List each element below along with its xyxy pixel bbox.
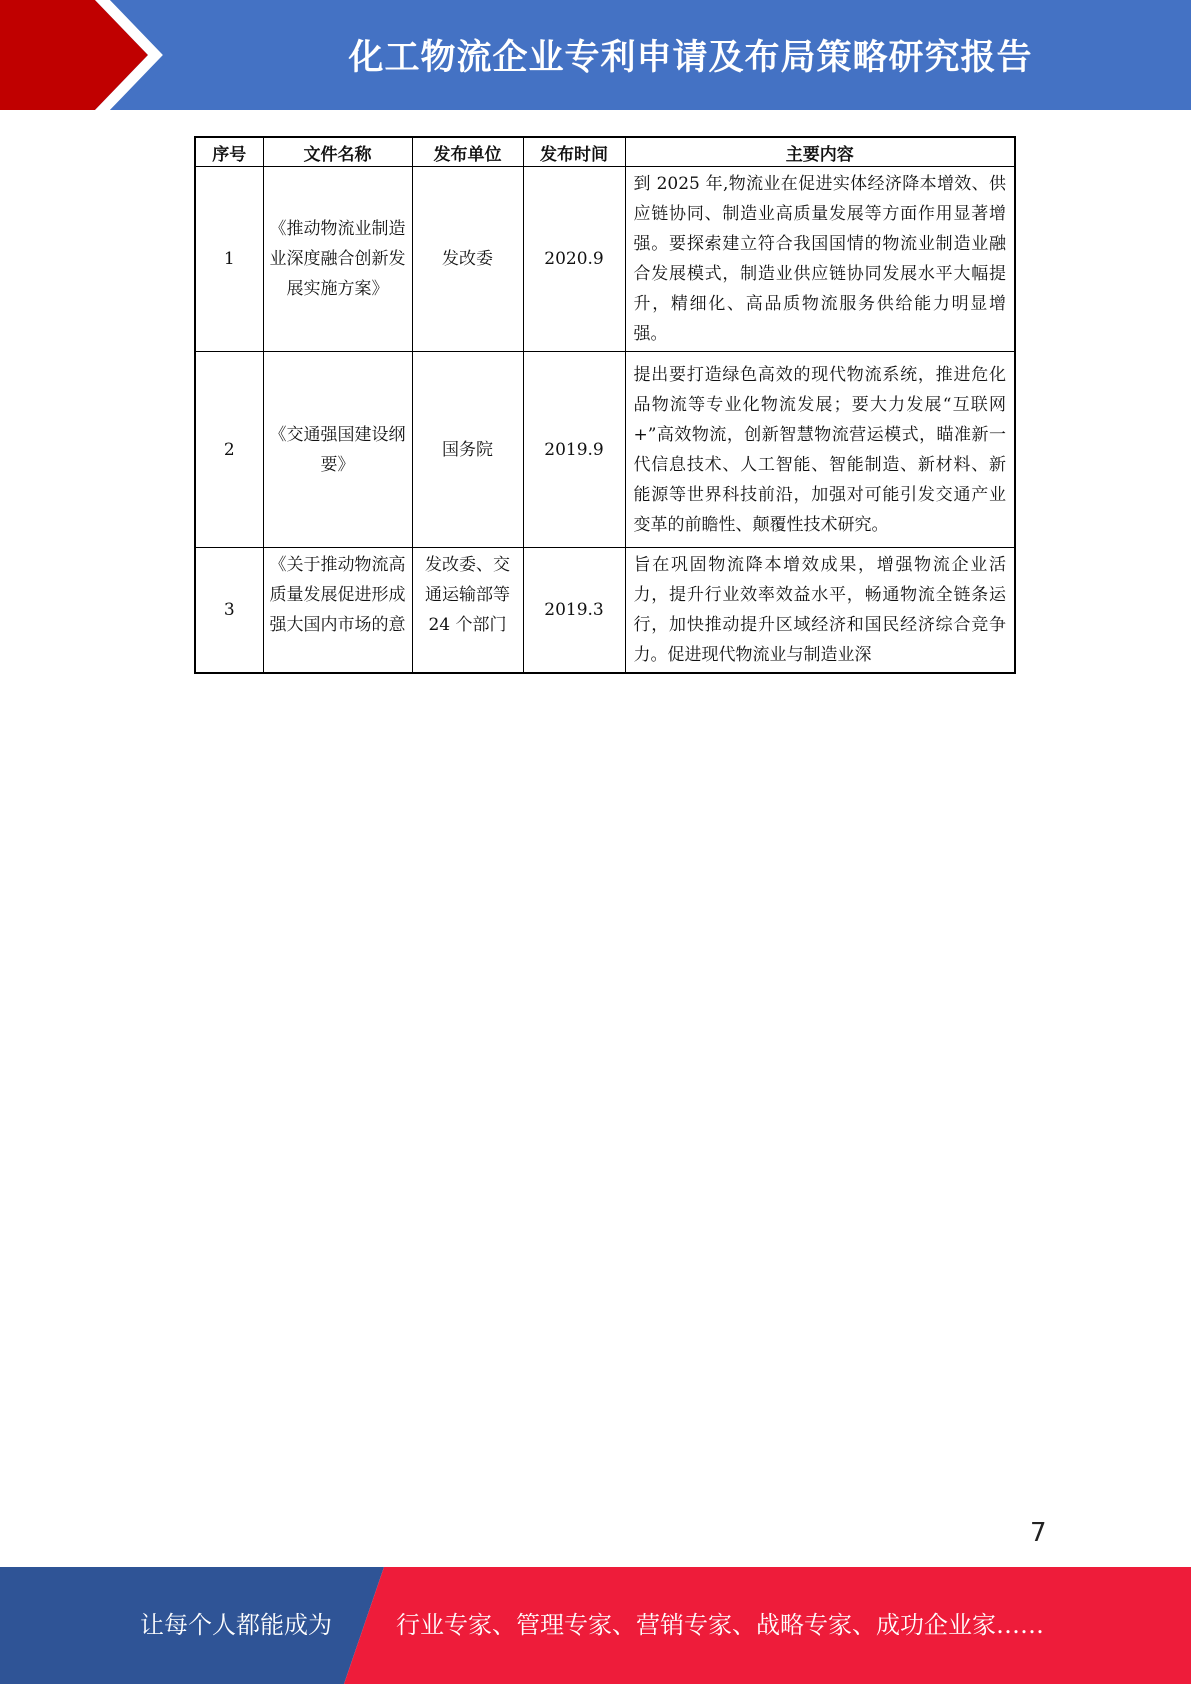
column-header-date: 发布时间 — [523, 137, 625, 167]
cell-content: 到 2025 年,物流业在促进实体经济降本增效、供应链协同、制造业高质量发展等方面作用显著增强。要探索建立符合我国国情的物流业制造业融合发展模式，制造业供应链协同发展水平大幅提升，精细化、高品质物流服务供给能力明显增强。 — [625, 167, 1015, 352]
cell-issuer: 发改委、交通运输部等 24 个部门 — [412, 548, 523, 674]
column-header-index: 序号 — [195, 137, 263, 167]
column-header-issuer: 发布单位 — [412, 137, 523, 167]
cell-content: 提出要打造绿色高效的现代物流系统，推进危化品物流等专业化物流发展；要大力发展“互联网+”高效物流，创新智慧物流营运模式，瞄准新一代信息技术、人工智能、智能制造、新材料、新能源等世界科技前沿，加强对可能引发交通产业变革的前瞻性、颠覆性技术研究。 — [625, 352, 1015, 548]
cell-date: 2019.3 — [523, 548, 625, 674]
column-header-name: 文件名称 — [263, 137, 412, 167]
page-header — [0, 0, 1191, 110]
policy-table — [194, 136, 1016, 674]
cell-issuer: 发改委 — [412, 167, 523, 352]
table-row — [195, 352, 1015, 548]
table-header-row — [195, 137, 1015, 167]
cell-index: 3 — [195, 548, 263, 674]
column-header-content: 主要内容 — [625, 137, 1015, 167]
report-title: 化工物流企业专利申请及布局策略研究报告 — [348, 38, 1033, 78]
table-row — [195, 548, 1015, 674]
footer-slogan-right: 行业专家、管理专家、营销专家、战略专家、成功企业家…… — [396, 1611, 1044, 1639]
cell-issuer: 国务院 — [412, 352, 523, 548]
cell-index: 1 — [195, 167, 263, 352]
cell-content: 旨在巩固物流降本增效成果，增强物流企业活力，提升行业效率效益水平，畅通物流全链条运行，加快推动提升区域经济和国民经济综合竞争力。促进现代物流业与制造业深 — [625, 548, 1015, 674]
footer-slogan-left: 让每个人都能成为 — [140, 1611, 332, 1639]
cell-document-name: 《交通强国建设纲要》 — [263, 352, 412, 548]
page-number: 7 — [1030, 1518, 1047, 1548]
cell-document-name: 《关于推动物流高质量发展促进形成强大国内市场的意 — [263, 548, 412, 674]
page-footer — [0, 1567, 1191, 1684]
cell-date: 2019.9 — [523, 352, 625, 548]
cell-document-name: 《推动物流业制造业深度融合创新发展实施方案》 — [263, 167, 412, 352]
cell-date: 2020.9 — [523, 167, 625, 352]
cell-index: 2 — [195, 352, 263, 548]
table-row — [195, 167, 1015, 352]
